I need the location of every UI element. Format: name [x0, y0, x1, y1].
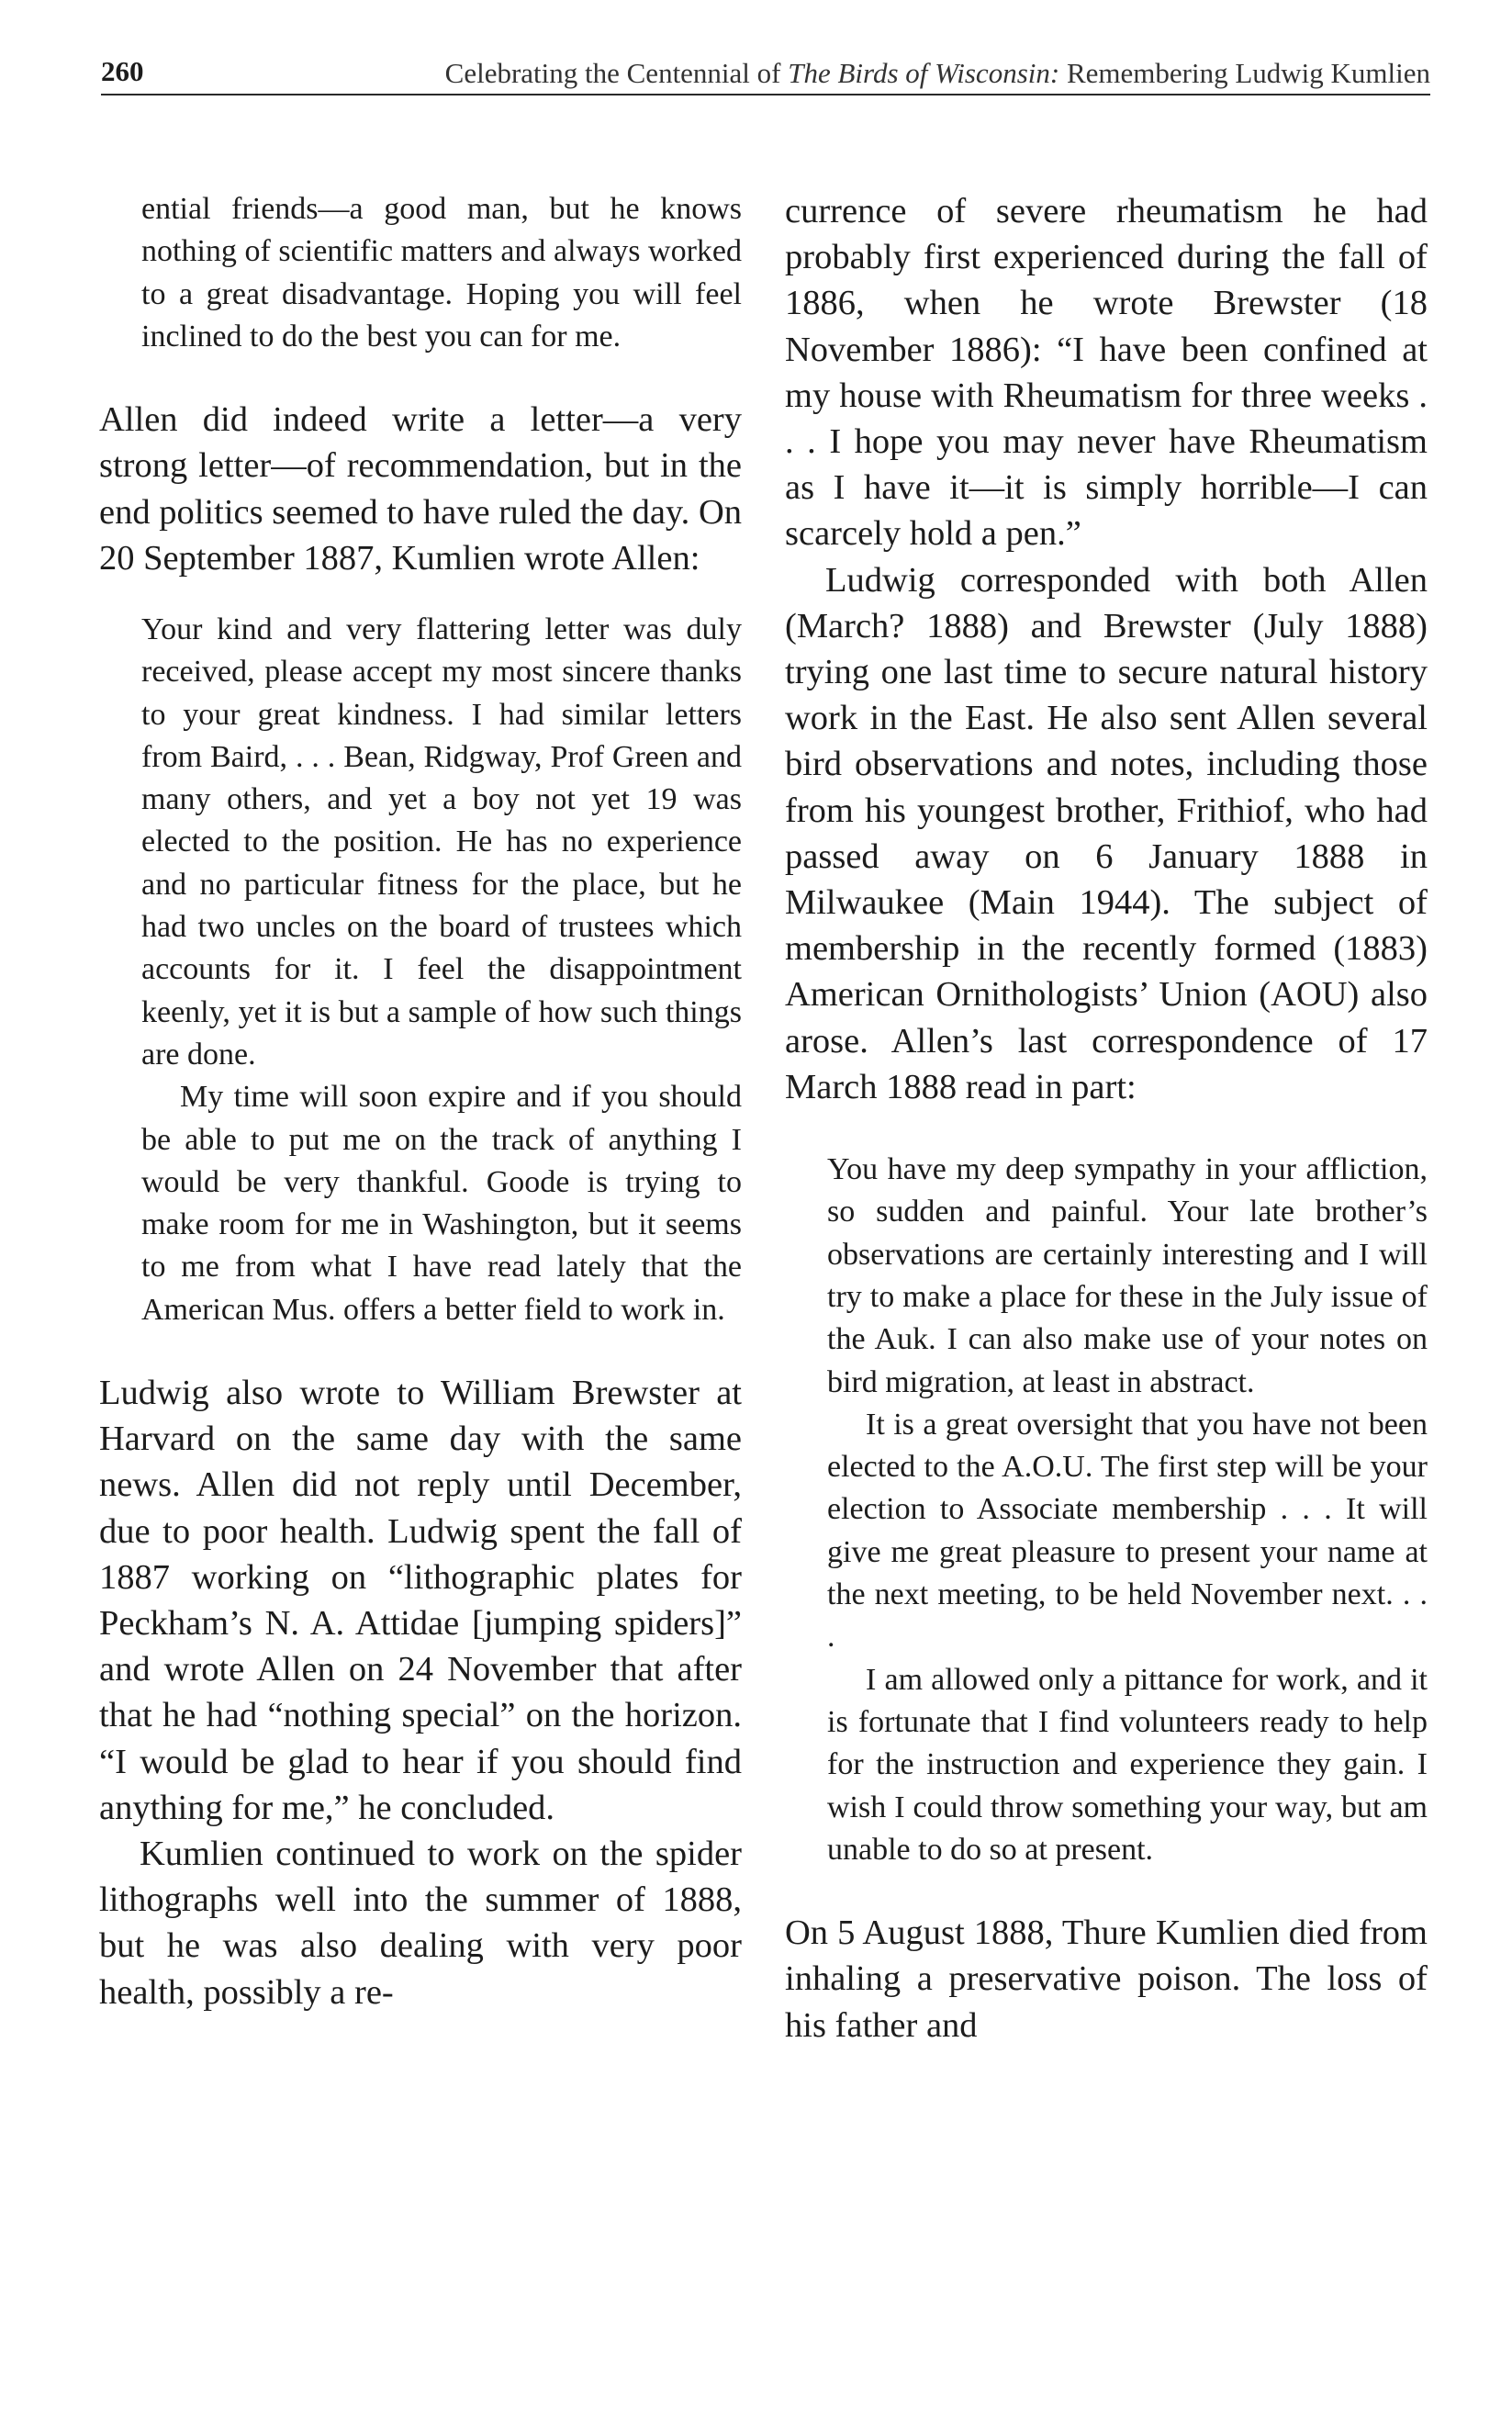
running-head-book-title: The Birds of Wisconsin:: [788, 57, 1060, 89]
block-quote-paragraph: My time will soon expire and if you should be able to put me on the track of anything I would be very thankful. Goode is trying to make room for me in Washington, but it seems to me from what I have read lately that the American Mus. offers a better field to work in.: [141, 1080, 742, 1327]
block-quote-paragraph: I am allowed only a pittance for work, and it is fortunate that I find volunteers ready to help for the instruction and experience they gain. I wish I could throw something your way, but am unable to do so at present.: [827, 1662, 1428, 1867]
body-paragraph: Ludwig corresponded with both Allen (March? 1888) and Brewster (July 1888) trying one last time to secure natural history work in the East. He also sent Allen several bird observations and notes, including those from his youngest brother, Frithiof, who had passed away on 6 January 1888 in Milwaukee (Main 1944). The subject of membership in the recently formed (1883) American Ornithologists’ Union (AOU) also arose. Allen’s last correspondence of 17 March 1888 read in part:: [785, 560, 1428, 1106]
body-paragraph: Allen did indeed write a letter—a very strong letter—of recommendation, but in the end politics seemed to have ruled the day. On 20 September 1887, Kumlien wrote Allen:: [99, 400, 742, 578]
body-paragraph: currence of severe rheumatism he had probably first experienced during the fall of 1886, when he wrote Brewster (18 November 1886): “I have been confined at my house with Rheumatism for three weeks . . . I hope you may never have Rheumatism as I have it—it is simply horrible—I can scarcely hold a pen.”: [785, 192, 1428, 554]
page-header: [101, 48, 1430, 95]
body-paragraph: Kumlien continued to work on the spider lithographs well into the summer of 1888, but he was also dealing with very poor health, possibly a re-: [99, 1835, 742, 2012]
block-quote-paragraph: ential friends—a good man, but he knows nothing of scientific matters and always worked to a great disadvantage. Hoping you will feel inclined to do the best you can for me.: [141, 192, 742, 354]
block-quote-paragraph: Your kind and very flattering letter was duly received, please accept my most sincere thanks to your great kindness. I had similar letters from Baird, . . . Bean, Ridgway, Prof Green and many others, and yet a boy not yet 19 was elected to the position. He has no experience and no particular fitness for the place, but he had two uncles on the board of trustees which accounts for it. I feel the disappointment keenly, yet it is but a sample of how such things are done.: [141, 612, 742, 1072]
body-paragraph: Ludwig also wrote to William Brewster at Harvard on the same day with the same news. Allen did not reply until December, due to poor health. Ludwig spent the fall of 1887 working on “lithographic plates for Peckham’s N. A. Attidae [jumping spiders]” and wrote Allen on 24 November that after that he had “nothing special” on the horizon. “I would be glad to hear if you should find anything for me,” he concluded.: [99, 1374, 742, 1827]
running-head-suffix: Remembering Ludwig Kumlien: [1059, 57, 1430, 89]
block-quote-paragraph: It is a great oversight that you have not been elected to the A.O.U. The first step will be your election to Associate membership . . . It will give me great pleasure to present your name at the next meeting, to be held November next. . . .: [827, 1407, 1428, 1655]
page-number: 260: [101, 55, 144, 87]
right-column: [785, 188, 1428, 2048]
block-quote-kumlien-letter: [99, 609, 742, 1331]
left-column: [99, 188, 742, 2015]
running-head: [445, 57, 1430, 90]
block-quote-allen-letter: [785, 1149, 1428, 1871]
body-paragraph: On 5 August 1888, Thure Kumlien died from inhaling a preservative poison. The loss of his father and: [785, 1913, 1428, 2045]
block-quote-paragraph: You have my deep sympathy in your affliction, so sudden and painful. Your late brother’s observations are certainly interesting and I will try to make a place for these in the July issue of the Auk. I can also make use of your notes on bird migration, at least in abstract.: [827, 1152, 1428, 1399]
block-quote-continued: [99, 188, 742, 358]
running-head-prefix: Celebrating the Centennial of: [444, 57, 789, 89]
